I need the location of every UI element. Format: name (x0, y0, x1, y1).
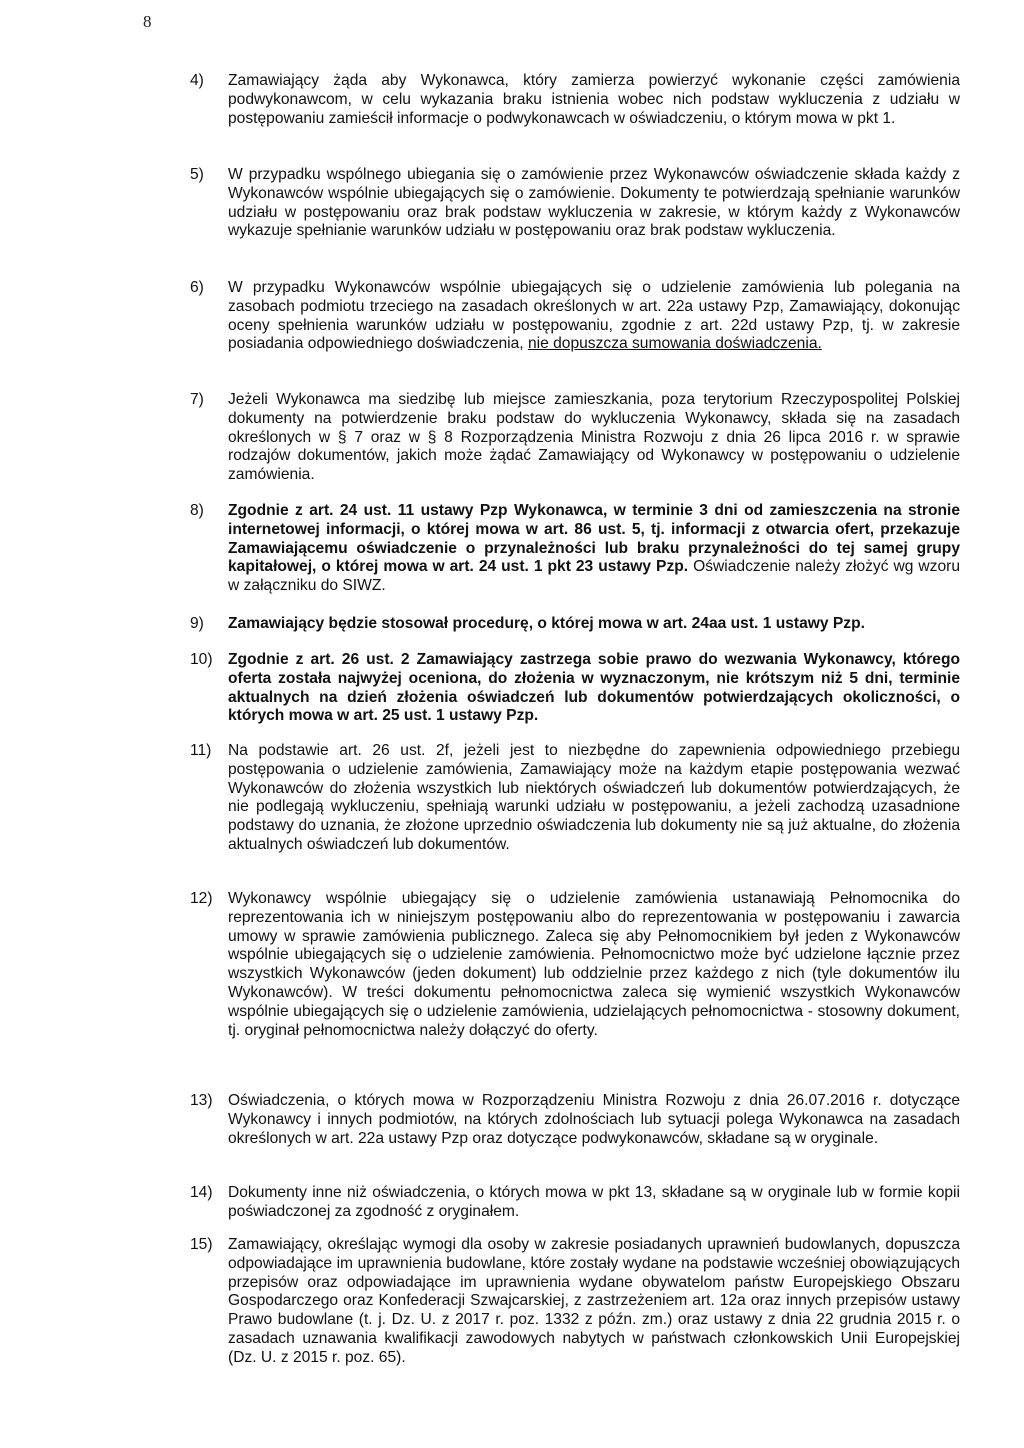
item-text-bold: Zgodnie z art. 24 ust. 11 ustawy Pzp Wykonawca, w terminie 3 dni od zamieszczenia na stronie internetowej informacji, o której mowa w art. 86 ust. 5, tj. informacji z otwarcia ofert, przekazuje Zamawiającemu oświadczenie o przynależności lub braku przynależności do tej samej grupy kapitałowej, o której mowa w art. 24 ust. 1 pkt 23 ustawy Pzp. (228, 502, 960, 576)
item-number: 12) (190, 890, 213, 907)
item-text: Na podstawie art. 26 ust. 2f, jeżeli jest to niezbędne do zapewnienia odpowiedniego przebiegu postępowania o udzielenie zamówienia, Zamawiający może na każdym etapie postępowania wezwać Wykonawców do złożenia wszystkich lub niektórych oświadczeń lub dokumentów potwierdzających, że nie podlegają wykluczeniu, spełniają warunki udziału w postępowaniu, a jeżeli zachodzą uzasadnione podstawy do uznania, że złożone uprzednio oświadczenia lub dokumenty nie są już aktualne, do złożenia aktualnych oświadczeń lub dokumentów. (228, 742, 960, 853)
list-item-11 (190, 742, 960, 855)
item-text: Wykonawcy wspólnie ubiegający się o udzielenie zamówienia ustanawiają Pełnomocnika do reprezentowania ich w niniejszym postępowaniu albo do reprezentowania w postępowaniu i zawarcia umowy w sprawie zamówienia publicznego. Zaleca się aby Pełnomocnikiem był jeden z Wykonawców wspólnie ubiegających się o udzielenie zamówienia. Pełnomocnictwo może być udzielone łącznie przez wszystkich Wykonawców (jeden dokument) lub oddzielnie przez każdego z nich (tyle dokumentów ilu Wykonawców). W treści dokumentu pełnomocnictwa zaleca się wymienić wszystkich Wykonawców wspólnie ubiegających się o udzielenie zamówienia, udzielających pełnomocnictwa - stosowny dokument, tj. oryginał pełnomocnictwa należy dołączyć do oferty. (228, 890, 960, 1039)
item-number: 4) (190, 72, 204, 89)
list-item-7 (190, 391, 960, 485)
list-item-4 (190, 72, 960, 128)
list-item-15 (190, 1236, 960, 1368)
item-text-underlined: nie dopuszcza sumowania doświadczenia. (527, 335, 822, 353)
list-item-6 (190, 279, 960, 354)
item-text (228, 502, 960, 596)
item-number: 7) (190, 391, 204, 408)
list-item-5 (190, 166, 960, 241)
item-number: 13) (190, 1092, 213, 1109)
item-text: Zamawiający, określając wymogi dla osoby w zakresie posiadanych uprawnień budowlanych, dopuszcza odpowiadające im uprawnienia budowlane, które zostały wydane na podstawie wcześniej obowiązujących przepisów oraz odpowiadające im uprawnienia wydane obywatelom państw Europejskiego Obszaru Gospodarczego oraz Konfederacji Szwajcarskiej, z zastrzeżeniem art. 12a oraz innych przepisów ustawy Prawo budowlane (t. j. Dz. U. z 2017 r. poz. 1332 z późn. zm.) oraz ustawy z dnia 22 grudnia 2015 r. o zasadach uznawania kwalifikacji zawodowych nabytych w państwach członkowskich Unii Europejskiej (Dz. U. z 2015 r. poz. 65). (228, 1236, 960, 1366)
item-text: Jeżeli Wykonawca ma siedzibę lub miejsce zamieszkania, poza terytorium Rzeczypospolitej Polskiej dokumenty na potwierdzenie braku podstaw do wykluczenia Wykonawcy, składa się na zasadach określonych w § 7 oraz w § 8 Rozporządzenia Ministra Rozwoju z dnia 26 lipca 2016 r. w sprawie rodzajów dokumentów, jakich może żądać Zamawiający od Wykonawcy w postępowaniu o udzielenie zamówienia. (228, 391, 960, 484)
item-text-plain: W przypadku Wykonawców wspólnie ubiegających się o udzielenie zamówienia lub polegania na zasobach podmiotu trzeciego na zasadach określonych w art. 22a ustawy Pzp, Zamawiający, dokonując oceny spełnienia warunków udziału w postępowaniu, zgodnie z art. 22d ustawy Pzp, tj. w zakresie posiadania odpowiedniego doświadczenia, (228, 279, 960, 353)
item-text (228, 279, 960, 354)
item-number: 11) (190, 742, 212, 759)
item-text: W przypadku wspólnego ubiegania się o zamówienie przez Wykonawców oświadczenie składa każdy z Wykonawców wspólnie ubiegających się o zamówienie. Dokumenty te potwierdzają spełnianie warunków udziału w postępowaniu oraz brak podstaw wykluczenia w zakresie, w którym każdy z Wykonawców wykazuje spełnianie warunków udziału w postępowaniu oraz brak podstaw wykluczenia. (228, 166, 960, 240)
list-item-14 (190, 1184, 960, 1222)
item-text: Zamawiający żąda aby Wykonawca, który zamierza powierzyć wykonanie części zamówienia podwykonawcom, w celu wykazania braku istnienia wobec nich podstaw wykluczenia z udziału w postępowaniu zamieścił informacje o podwykonawcach w oświadczeniu, o którym mowa w pkt 1. (228, 72, 960, 127)
item-number: 6) (190, 279, 204, 296)
item-text: Dokumenty inne niż oświadczenia, o których mowa w pkt 13, składane są w oryginale lub w formie kopii poświadczonej za zgodność z oryginałem. (228, 1184, 960, 1220)
item-text-bold: Zgodnie z art. 26 ust. 2 Zamawiający zastrzega sobie prawo do wezwania Wykonawcy, którego oferta została najwyżej oceniona, do złożenia w wyznaczonym, nie krótszym niż 5 dni, terminie aktualnych na dzień złożenia oświadczeń lub dokumentów potwierdzających okoliczności, o których mowa w art. 25 ust. 1 ustawy Pzp. (228, 651, 960, 725)
item-number: 15) (190, 1236, 213, 1253)
item-text-bold: Zamawiający będzie stosował procedurę, o której mowa w art. 24aa ust. 1 ustawy Pzp. (228, 615, 865, 632)
item-text-plain: Oświadczenie należy złożyć wg wzoru w załączniku do SIWZ. (228, 558, 961, 595)
item-number: 5) (190, 166, 204, 183)
item-text (228, 651, 960, 726)
list-item-8 (190, 502, 960, 596)
item-number: 8) (190, 502, 204, 519)
list-item-13 (190, 1092, 960, 1148)
list-item-9 (190, 615, 960, 634)
item-text (228, 615, 960, 634)
item-number: 14) (190, 1184, 213, 1201)
list-item-12 (190, 890, 960, 1040)
page-number: 8 (143, 12, 152, 31)
item-number: 9) (190, 615, 204, 632)
item-text: Oświadczenia, o których mowa w Rozporządzeniu Ministra Rozwoju z dnia 26.07.2016 r. dotyczące Wykonawcy i innych podmiotów, na których zdolnościach lub sytuacji polega Wykonawca na zasadach określonych w art. 22a ustawy Pzp oraz dotyczące podwykonawców, składane są w oryginale. (228, 1092, 960, 1147)
item-number: 10) (190, 651, 213, 668)
list-item-10 (190, 651, 960, 726)
